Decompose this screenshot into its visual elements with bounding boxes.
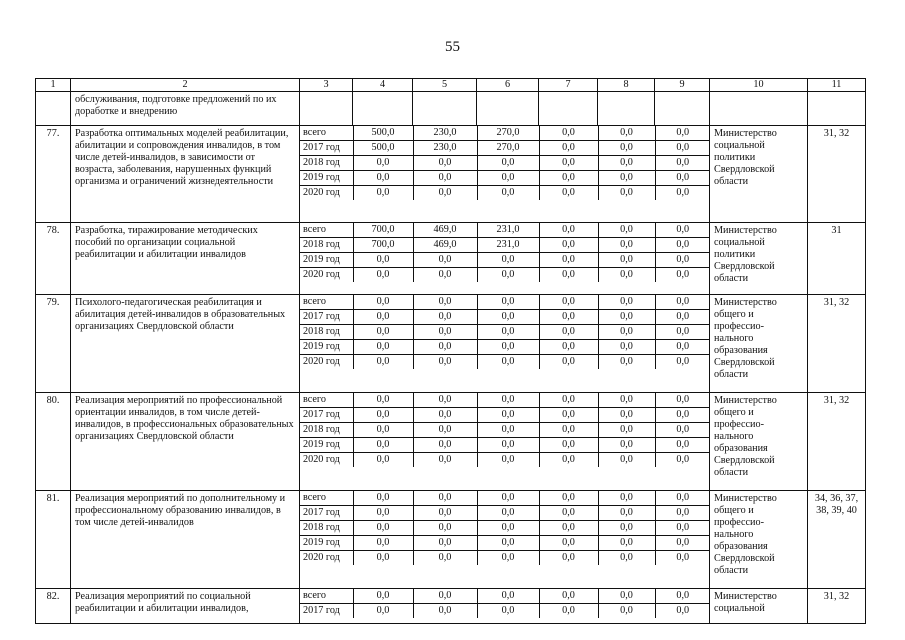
funding-value: 0,0 bbox=[655, 393, 710, 408]
funding-block bbox=[300, 589, 710, 624]
table-row bbox=[36, 126, 866, 223]
funding-value: 0,0 bbox=[353, 253, 413, 268]
funding-year-row bbox=[300, 310, 710, 325]
funding-value: 0,0 bbox=[655, 238, 710, 253]
measure-name: Реализация мероприятий по социальной реабилитации и абилитации инвалидов, bbox=[71, 589, 300, 624]
target-indicators: 31, 32 bbox=[808, 589, 866, 624]
executor: Министерство социальной политики Свердловской области bbox=[710, 126, 808, 223]
funding-year-row bbox=[300, 126, 710, 141]
funding-value: 0,0 bbox=[477, 253, 539, 268]
funding-year: всего bbox=[300, 295, 353, 310]
funding-year: всего bbox=[300, 589, 353, 604]
funding-value: 0,0 bbox=[413, 506, 477, 521]
header-cell: 1 bbox=[36, 79, 71, 92]
funding-value: 0,0 bbox=[539, 551, 598, 566]
funding-year: 2018 год bbox=[300, 521, 353, 536]
table-row bbox=[36, 223, 866, 295]
header-cell: 7 bbox=[539, 79, 598, 92]
header-cell: 10 bbox=[710, 79, 808, 92]
funding-value: 0,0 bbox=[539, 295, 598, 310]
funding-value: 0,0 bbox=[353, 491, 413, 506]
funding-value: 0,0 bbox=[353, 438, 413, 453]
executor: Министерство социальной политики Свердловской области bbox=[710, 223, 808, 295]
header-cell: 4 bbox=[353, 79, 413, 92]
header-cell: 6 bbox=[477, 79, 539, 92]
measure-name: Реализация мероприятий по профессиональной ориентации инвалидов, в том числе детей-инвалидов, в профессиональных образовательных организациях Свердловской области bbox=[71, 393, 300, 491]
funding-value: 0,0 bbox=[539, 491, 598, 506]
funding-block bbox=[300, 491, 710, 589]
funding-value: 0,0 bbox=[477, 171, 539, 186]
funding-value: 0,0 bbox=[598, 438, 655, 453]
funding-value: 0,0 bbox=[655, 156, 710, 171]
funding-value: 0,0 bbox=[413, 268, 477, 283]
funding-value: 0,0 bbox=[477, 589, 539, 604]
funding-year-row bbox=[300, 156, 710, 171]
funding-year: 2018 год bbox=[300, 156, 353, 171]
funding-year: всего bbox=[300, 126, 353, 141]
funding-value: 0,0 bbox=[539, 453, 598, 468]
funding-year: 2020 год bbox=[300, 453, 353, 468]
funding-value: 0,0 bbox=[413, 453, 477, 468]
funding-value: 0,0 bbox=[477, 325, 539, 340]
funding-value: 469,0 bbox=[413, 238, 477, 253]
funding-value: 0,0 bbox=[413, 491, 477, 506]
funding-year-row bbox=[300, 536, 710, 551]
funding-value: 0,0 bbox=[477, 491, 539, 506]
funding-value: 0,0 bbox=[539, 589, 598, 604]
funding-value: 0,0 bbox=[353, 393, 413, 408]
funding-year-row bbox=[300, 551, 710, 566]
funding-value: 700,0 bbox=[353, 223, 413, 238]
funding-value: 0,0 bbox=[598, 604, 655, 619]
row-number: 77. bbox=[36, 126, 71, 223]
funding-value: 0,0 bbox=[413, 521, 477, 536]
funding-value: 0,0 bbox=[413, 604, 477, 619]
target-indicators: 31 bbox=[808, 223, 866, 295]
funding-year-row bbox=[300, 408, 710, 423]
funding-value: 0,0 bbox=[598, 126, 655, 141]
funding-value: 0,0 bbox=[539, 325, 598, 340]
funding-value: 0,0 bbox=[539, 186, 598, 201]
funding-year-row bbox=[300, 223, 710, 238]
funding-value: 0,0 bbox=[655, 295, 710, 310]
funding-value: 0,0 bbox=[477, 536, 539, 551]
funding-value: 0,0 bbox=[353, 340, 413, 355]
funding-year-row bbox=[300, 453, 710, 468]
funding-year: 2017 год bbox=[300, 310, 353, 325]
funding-value: 0,0 bbox=[598, 156, 655, 171]
funding-value: 0,0 bbox=[413, 589, 477, 604]
funding-block bbox=[300, 393, 710, 491]
funding-value: 0,0 bbox=[655, 536, 710, 551]
funding-value: 0,0 bbox=[353, 186, 413, 201]
funding-value: 0,0 bbox=[598, 253, 655, 268]
funding-value: 0,0 bbox=[598, 393, 655, 408]
measure-name: Разработка, тиражирование методических пособий по организации социальной реабилитации и абилитации инвалидов bbox=[71, 223, 300, 295]
funding-value: 0,0 bbox=[413, 393, 477, 408]
funding-value: 0,0 bbox=[539, 171, 598, 186]
target-indicators: 34, 36, 37, 38, 39, 40 bbox=[808, 491, 866, 589]
funding-value: 0,0 bbox=[413, 551, 477, 566]
funding-value: 0,0 bbox=[655, 171, 710, 186]
funding-year: 2019 год bbox=[300, 536, 353, 551]
funding-value: 0,0 bbox=[539, 393, 598, 408]
program-table bbox=[35, 78, 866, 624]
funding-value: 0,0 bbox=[539, 408, 598, 423]
funding-year-row bbox=[300, 355, 710, 370]
funding-value: 0,0 bbox=[539, 521, 598, 536]
measure-name: Разработка оптимальных моделей реабилитации, абилитации и сопровождения инвалидов, в том числе детей-инвалидов, в зависимости от возраста, заболевания, нарушенных функций организма и ограничений жизнедеятельности bbox=[71, 126, 300, 223]
funding-value: 0,0 bbox=[353, 156, 413, 171]
funding-year: 2017 год bbox=[300, 408, 353, 423]
funding-year: всего bbox=[300, 223, 353, 238]
funding-value: 0,0 bbox=[539, 438, 598, 453]
funding-value: 0,0 bbox=[477, 551, 539, 566]
funding-value: 0,0 bbox=[598, 310, 655, 325]
funding-year: 2018 год bbox=[300, 423, 353, 438]
funding-value: 0,0 bbox=[539, 340, 598, 355]
funding-value: 469,0 bbox=[413, 223, 477, 238]
funding-value: 0,0 bbox=[413, 355, 477, 370]
funding-value: 231,0 bbox=[477, 223, 539, 238]
funding-year-row bbox=[300, 604, 710, 619]
funding-value: 0,0 bbox=[413, 171, 477, 186]
funding-value: 0,0 bbox=[477, 438, 539, 453]
table-row bbox=[36, 491, 866, 589]
funding-value: 230,0 bbox=[413, 141, 477, 156]
funding-value: 0,0 bbox=[477, 423, 539, 438]
funding-year-row bbox=[300, 171, 710, 186]
executor: Министерство общего и профессио- нального образования Свердловской области bbox=[710, 393, 808, 491]
funding-value: 0,0 bbox=[655, 141, 710, 156]
funding-block bbox=[300, 126, 710, 223]
funding-year-row bbox=[300, 186, 710, 201]
funding-value: 0,0 bbox=[598, 506, 655, 521]
row-number: 79. bbox=[36, 295, 71, 393]
funding-value: 0,0 bbox=[598, 171, 655, 186]
funding-value: 0,0 bbox=[477, 355, 539, 370]
funding-value: 0,0 bbox=[655, 310, 710, 325]
funding-value: 0,0 bbox=[676, 605, 690, 616]
funding-value: 0,0 bbox=[676, 454, 690, 465]
funding-value: 0,0 bbox=[539, 536, 598, 551]
funding-value: 0,0 bbox=[413, 310, 477, 325]
funding-value: 700,0 bbox=[353, 238, 413, 253]
funding-value: 270,0 bbox=[477, 141, 539, 156]
funding-value: 0,0 bbox=[477, 521, 539, 536]
continuation-row bbox=[36, 92, 866, 126]
funding-value: 0,0 bbox=[539, 156, 598, 171]
funding-value: 270,0 bbox=[477, 126, 539, 141]
funding-year: 2017 год bbox=[300, 506, 353, 521]
funding-value: 0,0 bbox=[413, 340, 477, 355]
row-number: 81. bbox=[36, 491, 71, 589]
funding-value: 0,0 bbox=[477, 156, 539, 171]
funding-value: 0,0 bbox=[676, 552, 690, 563]
funding-value: 0,0 bbox=[655, 589, 710, 604]
funding-value: 0,0 bbox=[413, 325, 477, 340]
funding-year: 2020 год bbox=[300, 355, 353, 370]
row-number bbox=[36, 92, 71, 126]
funding-value: 0,0 bbox=[655, 325, 710, 340]
funding-value: 0,0 bbox=[353, 604, 413, 619]
funding-value: 0,0 bbox=[477, 310, 539, 325]
funding-year: 2020 год bbox=[300, 186, 353, 201]
funding-year: 2018 год bbox=[300, 238, 353, 253]
funding-year: 2019 год bbox=[300, 340, 353, 355]
funding-year-row bbox=[300, 141, 710, 156]
target-indicators: 31, 32 bbox=[808, 295, 866, 393]
funding-year-row bbox=[300, 295, 710, 310]
funding-value: 0,0 bbox=[655, 340, 710, 355]
funding-value: 0,0 bbox=[598, 551, 655, 566]
funding-value: 0,0 bbox=[655, 506, 710, 521]
executor: Министерство общего и профессио- нального образования Свердловской области bbox=[710, 491, 808, 589]
target-indicators: 31, 32 bbox=[808, 126, 866, 223]
funding-value: 0,0 bbox=[676, 356, 690, 367]
funding-year-row bbox=[300, 253, 710, 268]
target-indicators: 31, 32 bbox=[808, 393, 866, 491]
funding-year: 2020 год bbox=[300, 268, 353, 283]
funding-value: 0,0 bbox=[598, 536, 655, 551]
funding-value: 0,0 bbox=[598, 355, 655, 370]
funding-value: 0,0 bbox=[477, 408, 539, 423]
funding-value: 0,0 bbox=[353, 171, 413, 186]
funding-value: 0,0 bbox=[655, 408, 710, 423]
measure-name: Реализация мероприятий по дополнительному и профессиональному образованию инвалидов, в том числе детей-инвалидов bbox=[71, 491, 300, 589]
funding-value: 500,0 bbox=[353, 141, 413, 156]
funding-value: 0,0 bbox=[353, 408, 413, 423]
header-cell: 5 bbox=[413, 79, 477, 92]
funding-year: 2020 год bbox=[300, 551, 353, 566]
funding-value: 0,0 bbox=[413, 408, 477, 423]
funding-year: всего bbox=[300, 491, 353, 506]
funding-value: 0,0 bbox=[353, 268, 413, 283]
funding-value: 0,0 bbox=[598, 295, 655, 310]
funding-value: 0,0 bbox=[539, 126, 598, 141]
funding-value: 0,0 bbox=[598, 238, 655, 253]
funding-value: 0,0 bbox=[477, 393, 539, 408]
funding-year: всего bbox=[300, 393, 353, 408]
funding-value: 0,0 bbox=[655, 521, 710, 536]
funding-year: 2017 год bbox=[300, 604, 353, 619]
measure-name: Психолого-педагогическая реабилитация и абилитация детей-инвалидов в образовательных организациях Свердловской области bbox=[71, 295, 300, 393]
funding-value: 0,0 bbox=[353, 423, 413, 438]
funding-value: 0,0 bbox=[655, 491, 710, 506]
funding-year: 2019 год bbox=[300, 171, 353, 186]
funding-value: 0,0 bbox=[598, 589, 655, 604]
funding-value: 0,0 bbox=[539, 423, 598, 438]
funding-value: 0,0 bbox=[353, 295, 413, 310]
funding-value: 0,0 bbox=[676, 187, 690, 198]
funding-value: 0,0 bbox=[655, 423, 710, 438]
funding-value: 0,0 bbox=[598, 408, 655, 423]
funding-year-row bbox=[300, 340, 710, 355]
funding-value: 0,0 bbox=[353, 325, 413, 340]
funding-year-row bbox=[300, 589, 710, 604]
funding-year: 2019 год bbox=[300, 253, 353, 268]
funding-value: 0,0 bbox=[598, 491, 655, 506]
funding-value: 0,0 bbox=[477, 340, 539, 355]
funding-value: 0,0 bbox=[353, 521, 413, 536]
executor: Министерство социальной bbox=[710, 589, 808, 624]
funding-value: 0,0 bbox=[539, 355, 598, 370]
funding-value: 0,0 bbox=[539, 506, 598, 521]
header-row bbox=[36, 79, 866, 92]
funding-value: 0,0 bbox=[598, 223, 655, 238]
funding-value: 0,0 bbox=[598, 521, 655, 536]
executor: Министерство общего и профессио- нального образования Свердловской области bbox=[710, 295, 808, 393]
funding-value: 0,0 bbox=[655, 438, 710, 453]
funding-year-row bbox=[300, 438, 710, 453]
funding-value: 0,0 bbox=[413, 423, 477, 438]
funding-value: 0,0 bbox=[353, 536, 413, 551]
funding-value: 0,0 bbox=[413, 438, 477, 453]
funding-value: 0,0 bbox=[353, 506, 413, 521]
funding-block bbox=[300, 295, 710, 393]
header-cell: 3 bbox=[300, 79, 353, 92]
funding-value: 0,0 bbox=[353, 310, 413, 325]
funding-value: 230,0 bbox=[413, 126, 477, 141]
funding-year-row bbox=[300, 268, 710, 283]
header-cell: 2 bbox=[71, 79, 300, 92]
funding-value: 0,0 bbox=[539, 223, 598, 238]
table-row bbox=[36, 393, 866, 491]
funding-block bbox=[300, 223, 710, 295]
funding-value: 0,0 bbox=[413, 156, 477, 171]
header-cell: 11 bbox=[808, 79, 866, 92]
funding-value: 0,0 bbox=[413, 186, 477, 201]
header-cell: 9 bbox=[655, 79, 710, 92]
funding-value: 0,0 bbox=[477, 295, 539, 310]
funding-value: 0,0 bbox=[413, 536, 477, 551]
funding-year-row bbox=[300, 238, 710, 253]
funding-value: 0,0 bbox=[655, 126, 710, 141]
funding-value: 0,0 bbox=[539, 268, 598, 283]
funding-value: 0,0 bbox=[598, 186, 655, 201]
funding-value: 231,0 bbox=[477, 238, 539, 253]
funding-value: 0,0 bbox=[598, 453, 655, 468]
funding-value: 0,0 bbox=[477, 604, 539, 619]
row-number: 78. bbox=[36, 223, 71, 295]
funding-value: 0,0 bbox=[598, 340, 655, 355]
funding-value: 0,0 bbox=[598, 325, 655, 340]
funding-value: 0,0 bbox=[353, 551, 413, 566]
funding-year-row bbox=[300, 423, 710, 438]
row-number: 82. bbox=[36, 589, 71, 624]
header-cell: 8 bbox=[598, 79, 655, 92]
funding-value: 0,0 bbox=[655, 253, 710, 268]
table-row bbox=[36, 589, 866, 624]
funding-value: 0,0 bbox=[539, 141, 598, 156]
funding-value: 0,0 bbox=[477, 506, 539, 521]
funding-year: 2018 год bbox=[300, 325, 353, 340]
funding-year-row bbox=[300, 506, 710, 521]
funding-value: 0,0 bbox=[477, 186, 539, 201]
funding-year: 2017 год bbox=[300, 141, 353, 156]
funding-year: 2019 год bbox=[300, 438, 353, 453]
funding-value: 0,0 bbox=[539, 253, 598, 268]
funding-value: 0,0 bbox=[598, 423, 655, 438]
funding-year-row bbox=[300, 325, 710, 340]
funding-year-row bbox=[300, 521, 710, 536]
funding-value: 500,0 bbox=[353, 126, 413, 141]
funding-value: 0,0 bbox=[353, 453, 413, 468]
page-number: 55 bbox=[445, 39, 460, 55]
table-row bbox=[36, 295, 866, 393]
funding-value: 0,0 bbox=[598, 268, 655, 283]
funding-value: 0,0 bbox=[539, 604, 598, 619]
funding-value: 0,0 bbox=[413, 253, 477, 268]
funding-year-row bbox=[300, 393, 710, 408]
funding-year-row bbox=[300, 491, 710, 506]
funding-value: 0,0 bbox=[477, 268, 539, 283]
funding-value: 0,0 bbox=[539, 238, 598, 253]
funding-value: 0,0 bbox=[477, 453, 539, 468]
row-number: 80. bbox=[36, 393, 71, 491]
measure-name: обслуживания, подготовке предложений по их доработке и внедрению bbox=[71, 92, 300, 126]
funding-value: 0,0 bbox=[598, 141, 655, 156]
funding-value: 0,0 bbox=[353, 355, 413, 370]
funding-value: 0,0 bbox=[676, 269, 690, 280]
funding-value: 0,0 bbox=[353, 589, 413, 604]
funding-value: 0,0 bbox=[655, 223, 710, 238]
funding-value: 0,0 bbox=[413, 295, 477, 310]
funding-value: 0,0 bbox=[539, 310, 598, 325]
